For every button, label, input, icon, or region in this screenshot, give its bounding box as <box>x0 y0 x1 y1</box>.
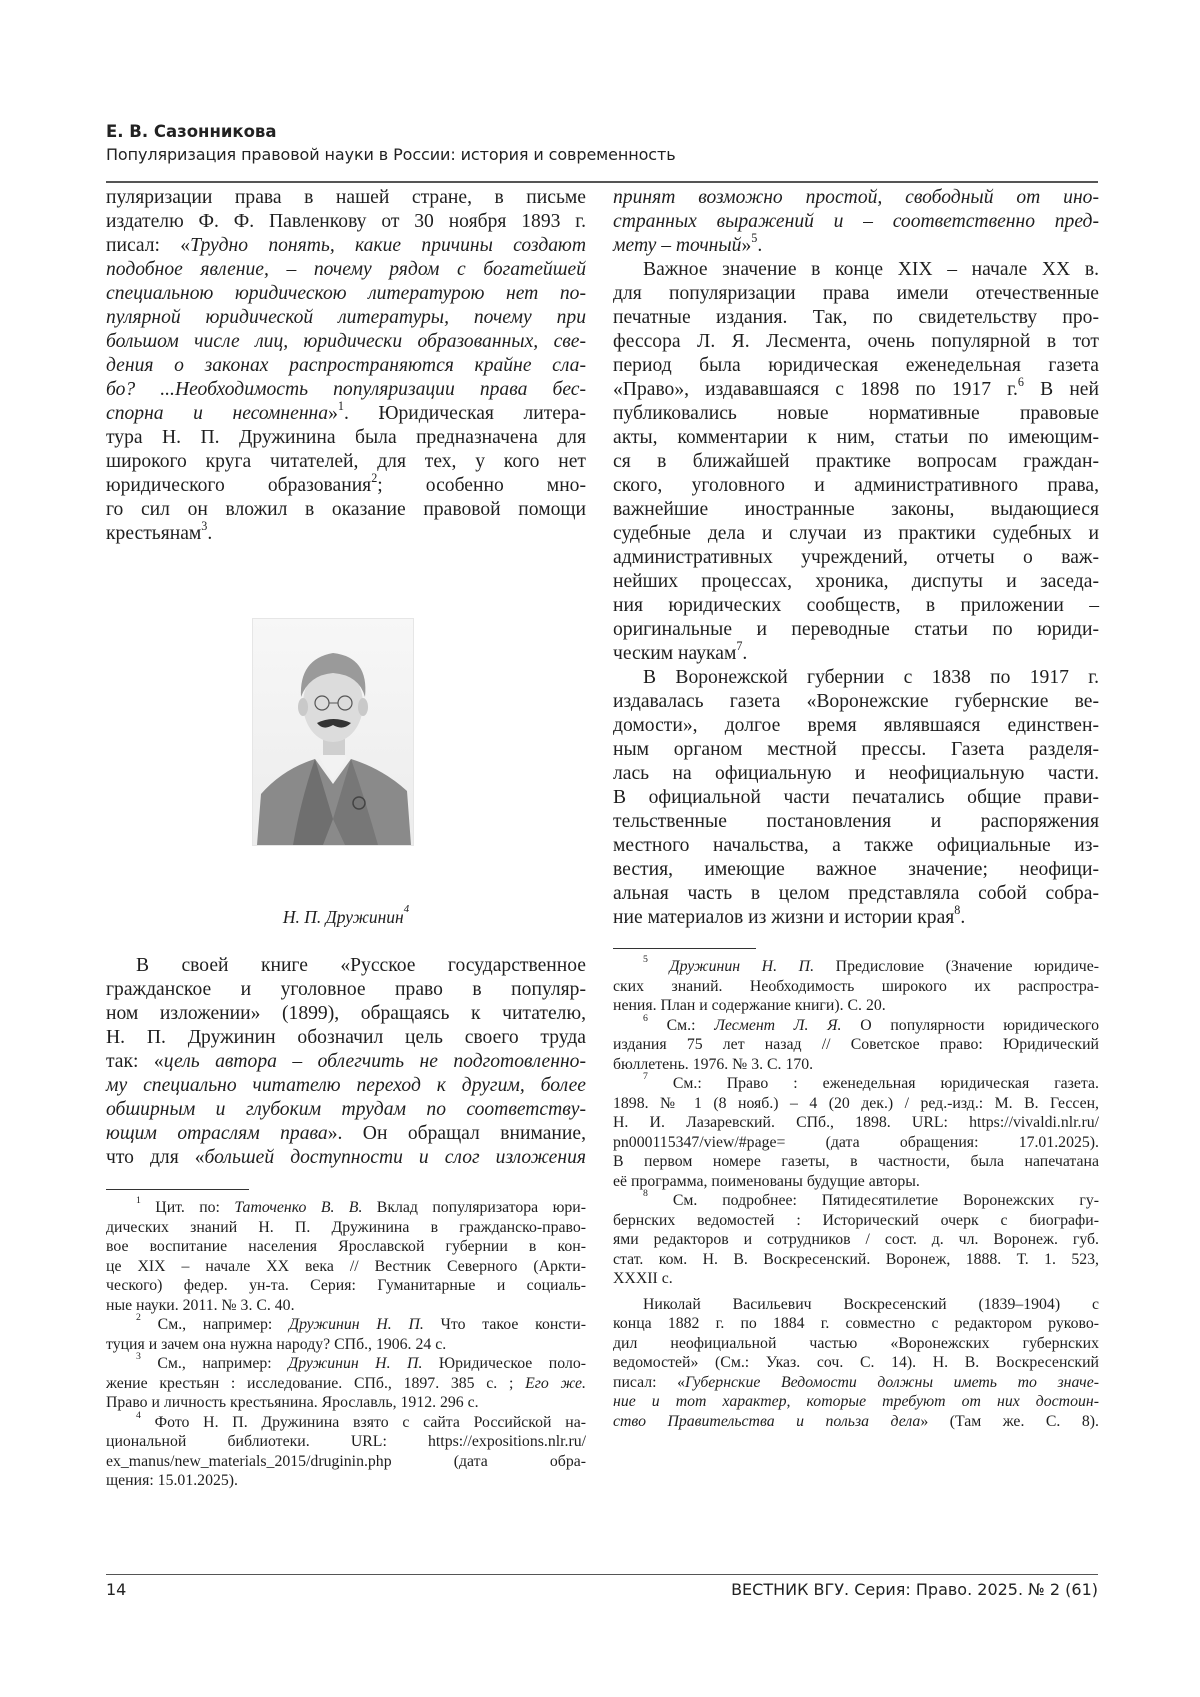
footnote <box>106 1351 586 1413</box>
footnote-line: ских знаний. Необходимость широкого их распростра- <box>613 977 1099 995</box>
text-line: ние материалов из жизни и истории края$^8$. <box>613 903 966 928</box>
text-line: издателю Ф. Ф. Павленкову от 30 ноября 1893 г. <box>106 211 586 232</box>
footnote-number: 5 <box>643 954 648 965</box>
footnote-line: щения: 15.01.2025). <box>106 1472 238 1489</box>
footnote <box>106 1195 586 1315</box>
right-paragraph-2 <box>613 666 1099 930</box>
text-line: публиковались новые нормативные правовые <box>613 403 1099 424</box>
footnote-number: 3 <box>136 1351 141 1362</box>
footnote-line: Н. И. Лазаревский. СПб., 1898. URL: https://vivaldi.nlr.ru/ <box>613 1114 1099 1131</box>
text-line: период была юридическая еженедельная газета <box>613 355 1099 376</box>
footnote-number: 7 <box>643 1071 648 1082</box>
footnote-line: ведомостей» (См.: Указ. соч. С. 14). Н. В. Воскресенский <box>613 1354 1099 1371</box>
footnote-ref[interactable]: 6 <box>1017 375 1024 389</box>
footnote-note <box>613 1295 1099 1432</box>
text-line: тура Н. П. Дружинина была предназначена для <box>106 427 586 448</box>
text-line: му специально читателю переход к другим, более <box>106 1075 586 1096</box>
footnote-line: ex_manus/new_materials_2015/druginin.php (дата обра- <box>106 1452 586 1470</box>
left-footnotes <box>106 1195 586 1491</box>
footnote-number: 6 <box>643 1012 648 1024</box>
text-line: домости», долгое время являвшаяся единствен- <box>613 715 1099 736</box>
footnote-line: вое воспитание населения Ярославской губернии в кон- <box>106 1238 586 1255</box>
footnote <box>613 954 1100 1016</box>
text-line: местного начальства, а также официальные из- <box>613 835 1099 856</box>
text-line: специальною юридическою литературою нет по- <box>106 283 586 304</box>
text-line: ческим наукам$^7$. <box>613 639 748 664</box>
footnote <box>106 1312 586 1354</box>
footnote <box>613 1188 1099 1289</box>
footnote-line: туция и зачем она нужна народу? СПб., 1906. 24 с. <box>106 1335 447 1353</box>
text-line: что для «большей доступности и слог изложения <box>106 1147 586 1168</box>
left-paragraph-1 <box>106 186 586 546</box>
text-line: ния юридических сообществ, в приложении – <box>613 595 1099 616</box>
footnote-line: $^7$ См.: Право : еженедельная юридическая газета. <box>643 1071 1099 1092</box>
footnote-line: бернских ведомостей : Исторический очерк с биографи- <box>613 1211 1099 1229</box>
footnote-ref[interactable]: 3 <box>201 519 208 533</box>
footnote-line: конца 1882 г. по 1884 г. совместно с редактором руково- <box>613 1315 1099 1332</box>
footnote-line: стат. ком. Н. В. Воскресенский. Воронеж, 1888. Т. 1. 523, <box>613 1250 1099 1268</box>
footnote-line: $^1$ Цит. по: Таточенко В. В. Вклад популяризатора юри- <box>136 1195 586 1216</box>
footnote-line: Право и личность крестьянина. Ярославль, 1912. 296 с. <box>106 1394 479 1411</box>
footnote-line: В первом номере газеты, в частности, была напечатана <box>613 1153 1099 1170</box>
footnote-line: циональной библиотеки. URL: https://expositions.nlr.ru/ <box>106 1433 586 1450</box>
right-paragraph-1 <box>613 258 1099 666</box>
text-line: важнейшие иностранные законы, выдающиеся <box>613 499 1099 520</box>
footnote <box>106 1409 586 1491</box>
text-line: печатные издания. Так, по свидетельству про- <box>613 307 1099 328</box>
running-header <box>106 120 1098 166</box>
text-line: обширным и глубоким трудам по соответству- <box>106 1099 586 1120</box>
text-line: для популяризации права имели отечественные <box>613 283 1099 304</box>
footnote-line: це XIX – начале XX века // Вестник Северного (Аркти- <box>106 1257 586 1275</box>
footnote-line: ные науки. 2011. № 3. С. 40. <box>106 1296 295 1314</box>
text-line: издавалась газета «Воронежские губернские ве- <box>613 691 1099 712</box>
text-line: ным органом местной прессы. Газета разделя- <box>613 739 1099 760</box>
header-rule <box>106 181 1098 183</box>
footnote <box>613 1071 1099 1191</box>
text-line: подобное явление, – почему рядом с богатейшей <box>106 259 586 280</box>
figure-caption: Н. П. Дружинин$^4$ <box>282 903 410 927</box>
footnote-number: 2 <box>136 1312 141 1323</box>
text-line: юридического образования$^2$; особенно мно- <box>106 471 587 496</box>
text-line: В Воронежской губернии с 1838 по 1917 г. <box>643 667 1099 688</box>
footnote-line: жение крестьян : исследование. СПб., 1897. 385 с. ; Его же. <box>106 1374 586 1392</box>
footnote-line: дил неофициальной частью «Воронежских губернских <box>613 1334 1099 1352</box>
text-line: писал: «Трудно понять, какие причины создают <box>106 235 586 256</box>
text-line: ющим отраслям права». Он обращал внимание, <box>106 1123 586 1144</box>
text-line: тельственные постановления и распоряжения <box>613 811 1099 832</box>
left-paragraph-2 <box>106 954 586 1170</box>
text-line: административных учреждений, отчеты о важ- <box>613 547 1099 568</box>
text-line: го сил он вложил в оказание правовой помощи <box>106 499 586 520</box>
portrait-photo-icon <box>253 619 413 845</box>
left-column-lower <box>106 954 586 1491</box>
footnote-number: 8 <box>643 1188 648 1199</box>
left-column <box>106 186 586 546</box>
text-line: широкого круга читателей, для тех, у кого нет <box>106 451 586 472</box>
footnote-line: её программа, поименованы будущие авторы. <box>613 1172 920 1190</box>
article-title: Популяризация правовой науки в России: история и современность <box>106 145 676 164</box>
footnote-line: XXXII с. <box>613 1270 673 1287</box>
text-line: В официальной части печатались общие прави- <box>613 787 1099 808</box>
portrait-figure <box>252 618 414 846</box>
text-line: ского, уголовного и административного права, <box>613 475 1099 496</box>
footnote-number: 4 <box>136 1409 141 1421</box>
footnote-line: pn000115347/view/#page= (дата обращения: 17.01.2025). <box>613 1133 1099 1151</box>
text-line: альная часть в целом представляла собой собра- <box>613 883 1099 904</box>
footnote-line: ями редакторов и сотрудников / сост. д. чл. Воронеж. губ. <box>613 1231 1099 1248</box>
text-line: гражданское и уголовное право в популяр- <box>106 979 586 1000</box>
footer-rule <box>106 1574 1098 1575</box>
right-footnotes <box>613 954 1100 1431</box>
footnote-line: бюллетень. 1976. № 3. С. 170. <box>613 1055 814 1073</box>
footnote-line: ние и тот характер, которые требуют от них достоин- <box>613 1393 1099 1410</box>
footnote-line: 1898. № 1 (8 нояб.) – 4 (20 дек.) / ред.-изд.: М. В. Гессен, <box>613 1094 1099 1112</box>
text-line: мету – точный»$^5$. <box>613 231 763 256</box>
footnote <box>613 1012 1099 1075</box>
text-line: Важное значение в конце XIX – начале XX в. <box>643 259 1099 280</box>
footnote-ref[interactable]: 4 <box>403 903 410 915</box>
text-line: пуляризации права в нашей стране, в письме <box>106 187 586 208</box>
text-line: ном изложении» (1899), обращаясь к читателю, <box>106 1003 586 1024</box>
text-line: оригинальные и переводные статьи по юриди- <box>613 619 1099 640</box>
page-number: 14 <box>106 1580 127 1599</box>
text-line: дения о законах распространяются крайне сла- <box>106 355 586 376</box>
right-column <box>613 186 1099 1431</box>
footnote-line: $^4$ Фото Н. П. Дружинина взято с сайта Российской на- <box>136 1409 586 1431</box>
text-line: вестия, имеющие важное значение; неофици- <box>613 859 1099 880</box>
footnote-line: Николай Васильевич Воскресенский (1839–1904) с <box>643 1295 1099 1313</box>
right-paragraph-0 <box>613 186 1099 258</box>
text-line: нейших процессах, хроника, диспуты и заседа- <box>613 571 1099 592</box>
footnote-rule <box>613 948 756 949</box>
footnote-line: издания 75 лет назад // Советское право: Юридический <box>613 1036 1099 1053</box>
text-line: спорна и несомненна»$^1$. Юридическая литера- <box>106 399 586 424</box>
footnote-line: нения. План и содержание книги). С. 20. <box>613 997 886 1014</box>
text-line: фессора Л. Я. Лесмента, очень популярной в тот <box>613 331 1099 352</box>
author-name: Е. В. Сазонникова <box>106 122 277 141</box>
text-line: судебные дела и случаи из практики судебных и <box>613 523 1099 544</box>
footnote-number: 1 <box>136 1195 141 1206</box>
text-line: В своей книге «Русское государственное <box>136 955 586 976</box>
text-line: бо? ...Необходимость популяризации права бес- <box>106 379 586 400</box>
text-line: лась на официальную и неофициальную части. <box>613 763 1099 784</box>
text-line: «Право», издававшаяся с 1898 по 1917 г.$^6$ В ней <box>613 375 1099 400</box>
footnote-ref[interactable]: 8 <box>954 903 961 917</box>
footnote-ref[interactable]: 7 <box>736 639 743 653</box>
text-line: большом числе лиц, юридически образованных, све- <box>106 331 586 352</box>
text-line: ся в ближайшей практике вопросам граждан- <box>613 451 1099 472</box>
footnote-line: $^5$ Дружинин Н. П. Предисловие (Значение юридиче- <box>643 954 1100 975</box>
footnote-ref[interactable]: 1 <box>337 399 344 413</box>
footnote-line: ство Правительства и польза дела» (Там же. С. 8). <box>613 1412 1099 1430</box>
text-line: так: «цель автора – облегчить не подготовленно- <box>106 1051 586 1072</box>
footnote-rule <box>106 1189 249 1190</box>
text-line: крестьянам$^3$. <box>106 519 213 544</box>
text-line: акты, комментарии к ним, статьи по имеющим- <box>613 427 1099 448</box>
text-line: Н. П. Дружинин обозначил цель своего труда <box>106 1027 586 1048</box>
footnote-line: $^3$ См., например: Дружинин Н. П. Юридическое поло- <box>136 1351 586 1372</box>
journal-name: ВЕСТНИК ВГУ. Серия: Право. 2025. № 2 (61) <box>731 1580 1098 1599</box>
footnote-line: $^6$ См.: Лесмент Л. Я. О популярности юридического <box>643 1012 1099 1034</box>
footnote-line: $^8$ См. подробнее: Пятидесятилетие Воронежских гу- <box>643 1188 1099 1209</box>
footnote-line: дических знаний Н. П. Дружинина в гражданско-право- <box>106 1218 586 1236</box>
text-line: странных выражений и – соответственно пред- <box>613 211 1099 232</box>
footnote-ref[interactable]: 5 <box>751 231 758 245</box>
footnote-ref[interactable]: 2 <box>371 471 378 485</box>
text-line: принят возможно простой, свободный от ино- <box>613 187 1099 208</box>
text-line: пулярной юридической литературы, почему при <box>106 307 586 328</box>
footnote-line: $^2$ См., например: Дружинин Н. П. Что такое консти- <box>136 1312 586 1333</box>
footnote-line: ческого) федер. ун-та. Серия: Гуманитарные и социаль- <box>106 1277 586 1294</box>
footnote-line: писал: «Губернские Ведомости должны иметь то значе- <box>613 1373 1099 1391</box>
